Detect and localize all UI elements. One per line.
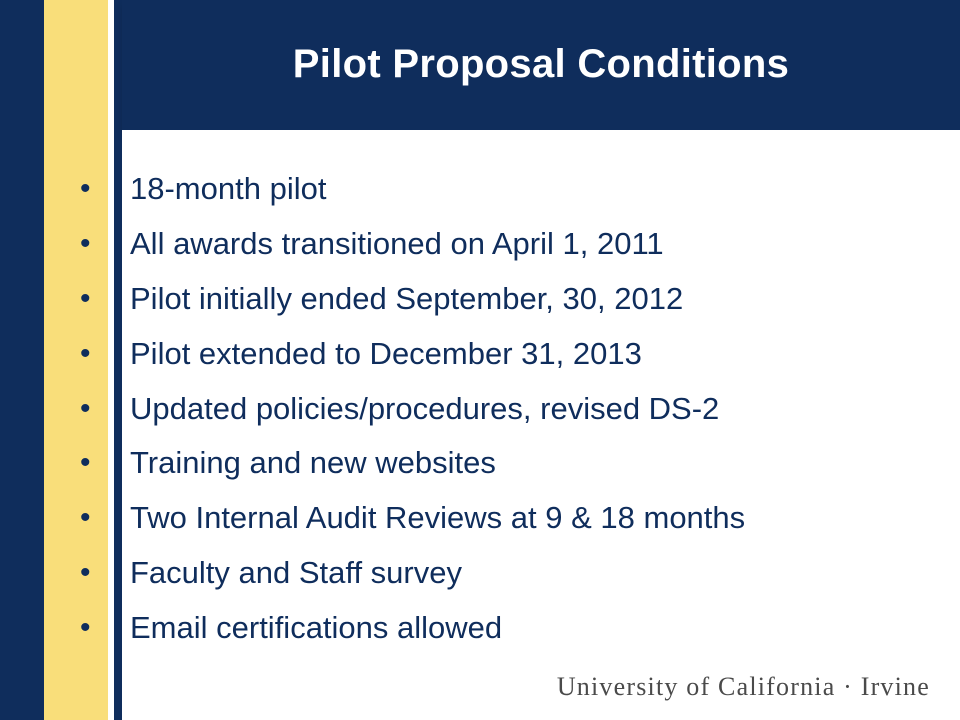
bullet-item (80, 272, 745, 327)
bullet-item (80, 546, 745, 601)
bullet-icon: • (80, 391, 91, 425)
bullet-item (80, 491, 745, 546)
bullet-icon: • (80, 501, 91, 535)
bullet-icon: • (80, 227, 91, 261)
bullet-icon: • (80, 610, 91, 644)
bullet-text: Pilot extended to December 31, 2013 (130, 335, 642, 371)
bullet-item (80, 600, 745, 655)
bullet-text: Training and new websites (130, 445, 496, 481)
bullet-item (80, 162, 745, 217)
bullet-text: Two Internal Audit Reviews at 9 & 18 months (130, 500, 746, 536)
bullet-icon: • (80, 281, 91, 315)
bullet-icon: • (80, 172, 91, 206)
bullet-text: All awards transitioned on April 1, 2011 (130, 226, 664, 262)
bullet-item (80, 381, 745, 436)
bullet-item (80, 217, 745, 272)
left-navy-stripe (0, 0, 44, 720)
bullet-icon: • (80, 336, 91, 370)
bullet-item (80, 436, 745, 491)
bullet-text: Faculty and Staff survey (130, 554, 462, 590)
bullet-list (80, 162, 745, 655)
bullet-text: 18-month pilot (130, 171, 327, 207)
university-logo: University of California · Irvine (556, 672, 930, 701)
bullet-icon: • (80, 446, 91, 480)
bullet-icon: • (80, 555, 91, 589)
title-bar (122, 0, 960, 130)
bullet-text: Pilot initially ended September, 30, 2012 (130, 280, 684, 316)
bullet-text: Email certifications allowed (130, 609, 503, 645)
bullet-text: Updated policies/procedures, revised DS-2 (130, 390, 720, 426)
bullet-item (80, 326, 745, 381)
slide-title: Pilot Proposal Conditions (292, 42, 790, 86)
